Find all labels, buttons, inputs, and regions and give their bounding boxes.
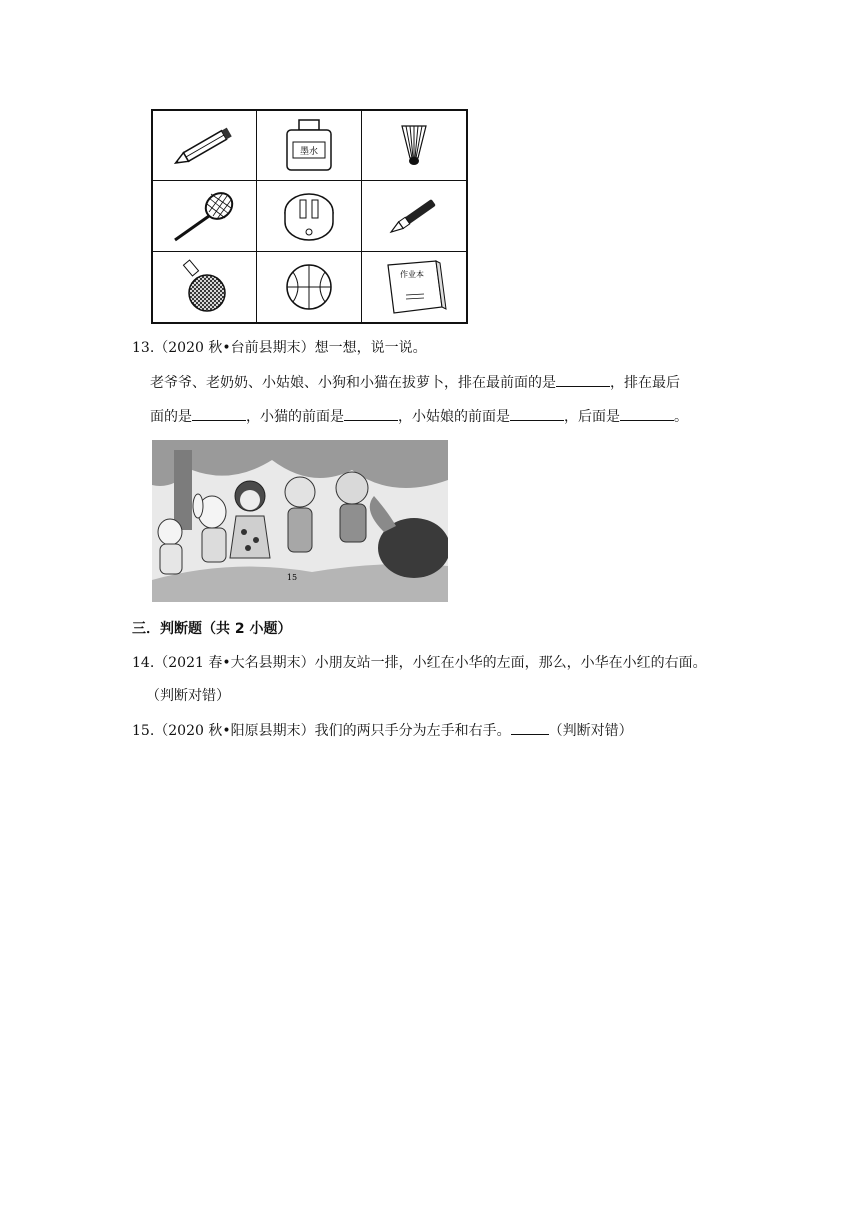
question-13-line-2 xyxy=(150,406,688,427)
question-number: 15. xyxy=(132,723,155,739)
question-source: （2020 秋•台前县期末）想一想，说一说。 xyxy=(154,340,427,356)
ink-bottle-icon xyxy=(269,118,349,174)
answer-blank-front[interactable] xyxy=(556,372,610,387)
question-text: ，小姑娘的前面是 xyxy=(398,409,510,425)
grid-cell-table-tennis xyxy=(153,252,257,322)
question-text: ，排在最后 xyxy=(610,375,680,391)
question-text: （2020 秋•阳原县期末）我们的两只手分为左手和右手。 xyxy=(154,723,511,739)
question-13-header xyxy=(132,338,427,358)
question-text: 。 xyxy=(674,409,688,425)
fountain-pen-icon xyxy=(374,188,454,244)
answer-blank-true-false[interactable] xyxy=(511,720,549,735)
pencil-icon xyxy=(165,118,245,174)
question-13-line-1 xyxy=(150,372,680,393)
badminton-racket-icon xyxy=(165,188,245,244)
grid-cell-basketball xyxy=(257,252,361,322)
question-14-line-2: （判断对错） xyxy=(146,688,230,704)
question-text: （2021 春•大名县期末）小朋友站一排，小红在小华的左面，那么，小华在小红的右面。 xyxy=(154,655,707,671)
question-15 xyxy=(132,720,633,741)
question-text: ，小猫的前面是 xyxy=(246,409,344,425)
grid-cell-fountain-pen xyxy=(362,181,466,251)
question-text: ，后面是 xyxy=(564,409,620,425)
answer-blank-last[interactable] xyxy=(192,406,246,421)
question-14-line-1 xyxy=(132,653,707,673)
stationery-picture-grid xyxy=(151,109,468,324)
grid-cell-ink-bottle xyxy=(257,111,361,181)
shuttlecock-icon xyxy=(374,118,454,174)
exercise-book-icon xyxy=(374,259,454,315)
exercise-book-label: 作业本 xyxy=(399,269,424,279)
question-text: （判断对错） xyxy=(548,723,633,739)
illustration-page-number: 15 xyxy=(286,573,298,582)
pencil-sharpener-icon xyxy=(269,188,349,244)
question-number: 14. xyxy=(132,655,155,671)
grid-cell-shuttlecock xyxy=(362,111,466,181)
table-tennis-paddle-icon xyxy=(165,259,245,315)
grid-cell-sharpener xyxy=(257,181,361,251)
answer-blank-before-girl[interactable] xyxy=(510,406,564,421)
pulling-radish-illustration xyxy=(152,440,448,602)
ink-bottle-label: 墨水 xyxy=(299,146,318,157)
question-number: 13. xyxy=(132,340,155,356)
grid-cell-exercise-book xyxy=(362,252,466,322)
question-text: 老爷爷、老奶奶、小姑娘、小狗和小猫在拔萝卜，排在最前面的是 xyxy=(150,375,556,391)
section-3-title: 三．判断题（共 2 小题） xyxy=(132,621,292,637)
answer-blank-before-cat[interactable] xyxy=(344,406,398,421)
answer-blank-after-girl[interactable] xyxy=(620,406,674,421)
question-text: 面的是 xyxy=(150,409,192,425)
grid-cell-badminton-racket xyxy=(153,181,257,251)
grid-cell-pencil xyxy=(153,111,257,181)
basketball-icon xyxy=(269,259,349,315)
